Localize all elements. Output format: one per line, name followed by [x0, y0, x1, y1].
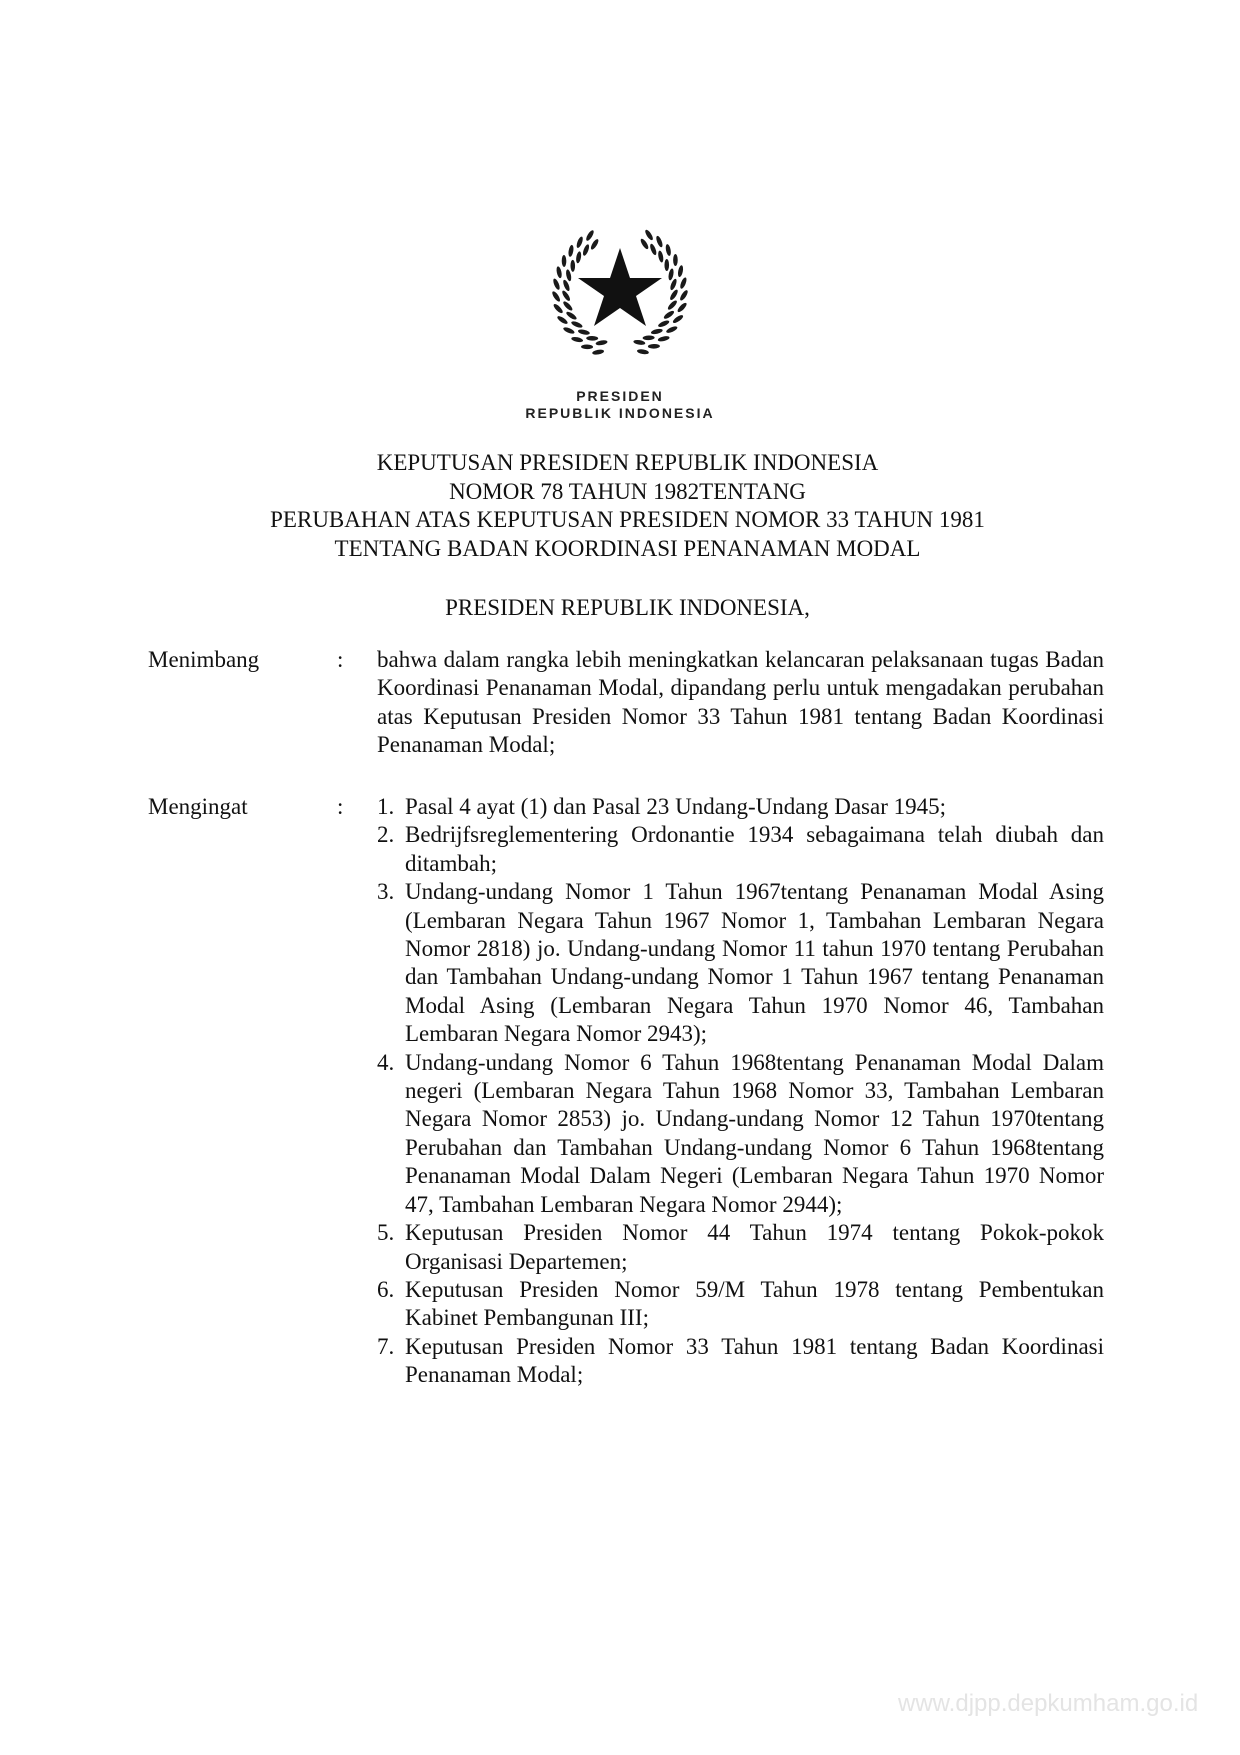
- title-line: KEPUTUSAN PRESIDEN REPUBLIK INDONESIA: [376, 450, 879, 475]
- wreath-leaf: [649, 243, 658, 256]
- wreath-leaf: [586, 336, 598, 341]
- list-item: [377, 878, 1104, 1048]
- wreath-leaf: [561, 290, 572, 303]
- list-item: [377, 1333, 1104, 1390]
- item-text: Pasal 4 ayat (1) dan Pasal 23 Undang-Undang Dasar 1945;: [405, 794, 947, 819]
- title-line: NOMOR 78 TAHUN 1982TENTANG: [449, 478, 806, 504]
- item-text: Keputusan Presiden Nomor 59/M Tahun 1978 tentang Pembentukan Kabinet Pembangunan III;: [405, 1276, 1104, 1331]
- menimbang-text: bahwa dalam rangka lebih meningkatkan kelancaran pelaksanaan tugas Badan Koordinasi Penanaman Modal, dipandang perlu untuk mengadakan perubahan atas Keputusan Presiden Nomor 33 Tahun 1981 tentang Badan Koordinasi Penanaman Modal;: [377, 647, 1104, 758]
- item-text: Bedrijfsreglementering Ordonantie 1934 sebagaimana telah diubah dan ditambah;: [405, 822, 1104, 876]
- wreath-leaf: [679, 277, 688, 290]
- wreath-leaf: [565, 269, 572, 282]
- item-text: Undang-undang Nomor 6 Tahun 1968tentang Penanaman Modal Dalam negeri (Lembaran Negara Tahun 1968 Nomor 33, Tambahan Lembaran Negara Nomor 2853) jo. Undang-undang Nomor 12 Tahun 1970tentang Perubahan dan Tambahan Undang-undang Nomor 6 Tahun 1968tentang Penanaman Modal Dalam Negeri (Lembaran Negara Tahun 1970 Nomor 47, Tambahan Lembaran Negara Nomor 2944);: [405, 1049, 1104, 1217]
- wreath-leaf: [595, 339, 608, 346]
- section-colon: :: [337, 794, 344, 819]
- list-item: [377, 1219, 1104, 1276]
- wreath-leaf: [663, 309, 675, 320]
- wreath-leaf: [650, 328, 663, 335]
- wreath-leaf: [633, 339, 646, 345]
- seal-caption-line1: PRESIDEN: [576, 388, 664, 404]
- wreath-leaf: [673, 254, 678, 266]
- title-line: PERUBAHAN ATAS KEPUTUSAN PRESIDEN NOMOR 33 TAHUN 1981: [270, 507, 985, 532]
- wreath-leaf: [679, 289, 689, 302]
- wreath-leaf: [581, 344, 593, 349]
- wreath-leaf: [667, 299, 679, 311]
- wreath-leaf: [637, 349, 650, 355]
- wreath-leaf: [655, 235, 664, 248]
- mengingat-section: [148, 793, 1104, 1390]
- wreath-leaf: [677, 265, 684, 278]
- item-number: 1.: [377, 794, 395, 819]
- star-icon: [578, 248, 662, 326]
- document-title: [140, 449, 1115, 563]
- wreath-leaf: [575, 251, 582, 264]
- wreath-leaf: [676, 302, 688, 314]
- wreath-leaf: [657, 319, 670, 328]
- wreath-leaf: [551, 290, 562, 303]
- issuer-heading: PRESIDEN REPUBLIK INDONESIA,: [445, 595, 810, 620]
- wreath-leaf: [590, 238, 600, 251]
- item-number: 5.: [377, 1220, 395, 1246]
- wreath-leaf: [570, 320, 583, 329]
- seal-caption-line2: REPUBLIK INDONESIA: [525, 405, 715, 421]
- wreath-leaf: [578, 329, 591, 336]
- section-colon: :: [337, 647, 344, 672]
- item-number: 6.: [377, 1276, 395, 1302]
- list-item: [377, 1276, 1104, 1333]
- list-item: [377, 793, 1104, 821]
- wreath-leaf: [562, 255, 567, 267]
- list-item: [377, 821, 1104, 878]
- wreath-leaf: [562, 326, 575, 335]
- section-label: Menimbang: [148, 647, 260, 672]
- section-label: Mengingat: [148, 794, 248, 819]
- wreath-leaf: [644, 229, 654, 242]
- menimbang-section: [148, 646, 1104, 760]
- wreath-leaf: [668, 268, 675, 281]
- wreath-leaf: [565, 310, 578, 321]
- wreath-leaf: [665, 244, 672, 257]
- item-number: 7.: [377, 1333, 395, 1359]
- item-text: Undang-undang Nomor 1 Tahun 1967tentang Penanaman Modal Asing (Lembaran Negara Tahun 1967 Nomor 1, Tambahan Lembaran Negara Nomor 2818) jo. Undang-undang Nomor 11 tahun 1970 tentang Perubahan dan Tambahan Undang-undang Nomor 1 Tahun 1967 tentang Penanaman Modal Asing (Lembaran Negara Tahun 1970 Nomor 46, Tambahan Lembaran Negara Nomor 2943);: [405, 879, 1104, 1047]
- watermark-url: www.djpp.depkumham.go.id: [898, 1690, 1199, 1717]
- wreath-leaf: [562, 300, 574, 312]
- wreath-leaf: [568, 245, 575, 258]
- wreath-leaf: [657, 335, 670, 342]
- wreath-leaf: [556, 266, 563, 279]
- item-text: Keputusan Presiden Nomor 44 Tahun 1974 tentang Pokok-pokok Organisasi Departemen;: [405, 1220, 1104, 1274]
- wreath-leaf: [672, 314, 684, 325]
- item-number: 4.: [377, 1049, 395, 1075]
- wreath-leaf: [552, 303, 564, 315]
- wreath-leaf: [556, 315, 569, 326]
- item-number: 3.: [377, 879, 395, 905]
- list-item: [377, 1049, 1104, 1219]
- wreath-leaf: [570, 260, 575, 272]
- wreath-leaf: [639, 238, 649, 251]
- item-text: Keputusan Presiden Nomor 33 Tahun 1981 tentang Badan Koordinasi Penanaman Modal;: [405, 1333, 1104, 1388]
- wreath-leaf: [575, 236, 584, 249]
- wreath-leaf: [664, 259, 669, 271]
- wreath-leaf: [571, 336, 584, 343]
- item-number: 2.: [377, 822, 395, 848]
- wreath-leaf: [648, 344, 660, 349]
- wreath-leaf: [657, 250, 664, 263]
- title-line: TENTANG BADAN KOORDINASI PENANAMAN MODAL: [334, 535, 921, 561]
- wreath-leaf: [592, 349, 605, 356]
- wreath-leaf: [552, 278, 561, 291]
- wreath-leaf: [582, 244, 591, 257]
- wreath-leaf: [669, 289, 679, 302]
- wreath-leaf: [665, 325, 678, 334]
- mengingat-list: [377, 793, 1104, 1390]
- presidential-seal-icon: [550, 220, 690, 360]
- wreath-leaf: [585, 229, 595, 242]
- wreath-leaf: [643, 335, 655, 340]
